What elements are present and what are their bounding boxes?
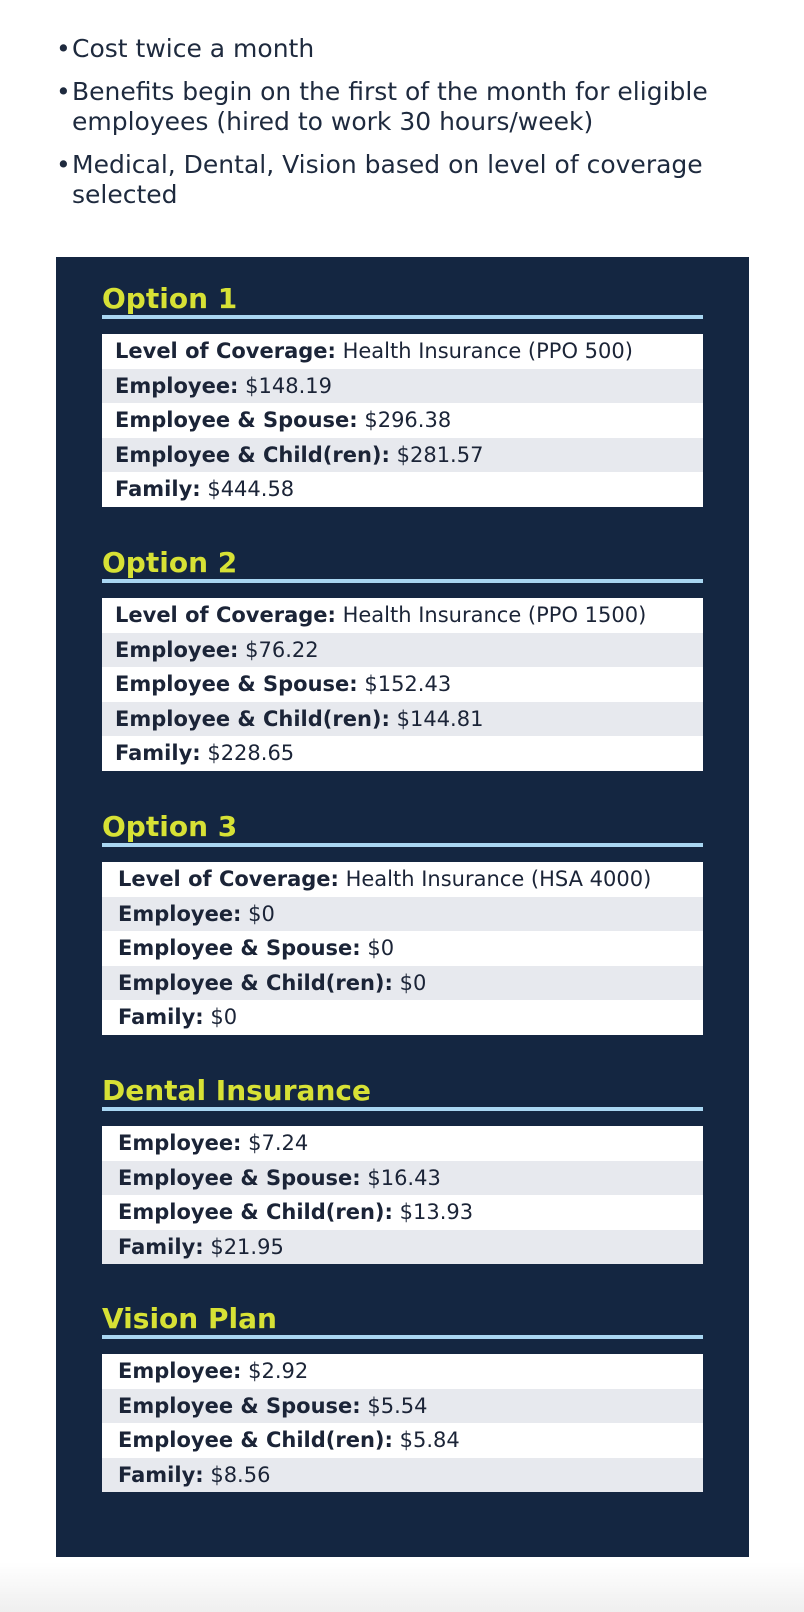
table-row: Employee: $2.92 — [118, 1359, 309, 1383]
cost-table — [102, 862, 703, 1035]
table-row: Level of Coverage: Health Insurance (PPO 500) — [115, 339, 633, 363]
table-row: Employee & Spouse: $152.43 — [115, 672, 452, 696]
section-title: Vision Plan — [102, 1299, 703, 1339]
table-row: Employee & Spouse: $296.38 — [115, 408, 452, 432]
table-row: Employee: $7.24 — [118, 1131, 309, 1155]
cost-table — [102, 334, 703, 507]
bullet-item: • Cost twice a month — [56, 34, 315, 63]
table-row: Level of Coverage: Health Insurance (PPO 1500) — [115, 603, 647, 627]
table-row: Family: $0 — [118, 1005, 238, 1029]
table-row: Family: $444.58 — [115, 477, 295, 501]
section-title: Option 1 — [102, 279, 703, 319]
section-vision-plan — [102, 1299, 703, 1492]
table-row: Employee & Child(ren): $0 — [102, 966, 703, 1001]
bullet-dot-icon: • — [56, 150, 71, 179]
table-row: Family: $21.95 — [102, 1230, 703, 1265]
table-row: Family: $228.65 — [115, 741, 295, 765]
section-option-2 — [102, 543, 703, 771]
section-title: Dental Insurance — [102, 1071, 703, 1111]
table-row: Level of Coverage: Health Insurance (HSA 4000) — [118, 867, 652, 891]
table-row: Employee: $148.19 — [102, 369, 703, 404]
bullet-item: • Medical, Dental, Vision based on level of coverage selected — [56, 150, 703, 209]
table-row: Employee & Child(ren): $281.57 — [102, 438, 703, 473]
cost-panel — [56, 257, 749, 1557]
section-option-3 — [102, 807, 703, 1035]
section-dental-insurance — [102, 1071, 703, 1264]
table-row: Employee: $76.22 — [102, 633, 703, 668]
table-row: Employee & Child(ren): $5.84 — [118, 1428, 460, 1452]
section-option-1 — [102, 279, 703, 507]
bullet-item: • Benefits begin on the first of the month for eligible employees (hired to work 30 hours/week) — [56, 77, 708, 136]
cost-table — [102, 1126, 703, 1264]
table-row: Family: $8.56 — [102, 1458, 703, 1493]
table-row: Employee & Spouse: $0 — [118, 936, 395, 960]
page-bottom-shade — [0, 1562, 804, 1612]
table-row: Employee & Spouse: $16.43 — [102, 1161, 703, 1196]
table-row: Employee & Spouse: $5.54 — [102, 1389, 703, 1424]
table-row: Employee & Child(ren): $144.81 — [102, 702, 703, 737]
table-row: Employee & Child(ren): $13.93 — [118, 1200, 474, 1224]
section-title: Option 3 — [102, 807, 703, 847]
benefits-bullet-list — [56, 34, 746, 223]
section-title: Option 2 — [102, 543, 703, 583]
cost-table — [102, 1354, 703, 1492]
cost-table — [102, 598, 703, 771]
bullet-dot-icon: • — [56, 77, 71, 106]
table-row: Employee: $0 — [102, 897, 703, 932]
bullet-dot-icon: • — [56, 34, 71, 63]
